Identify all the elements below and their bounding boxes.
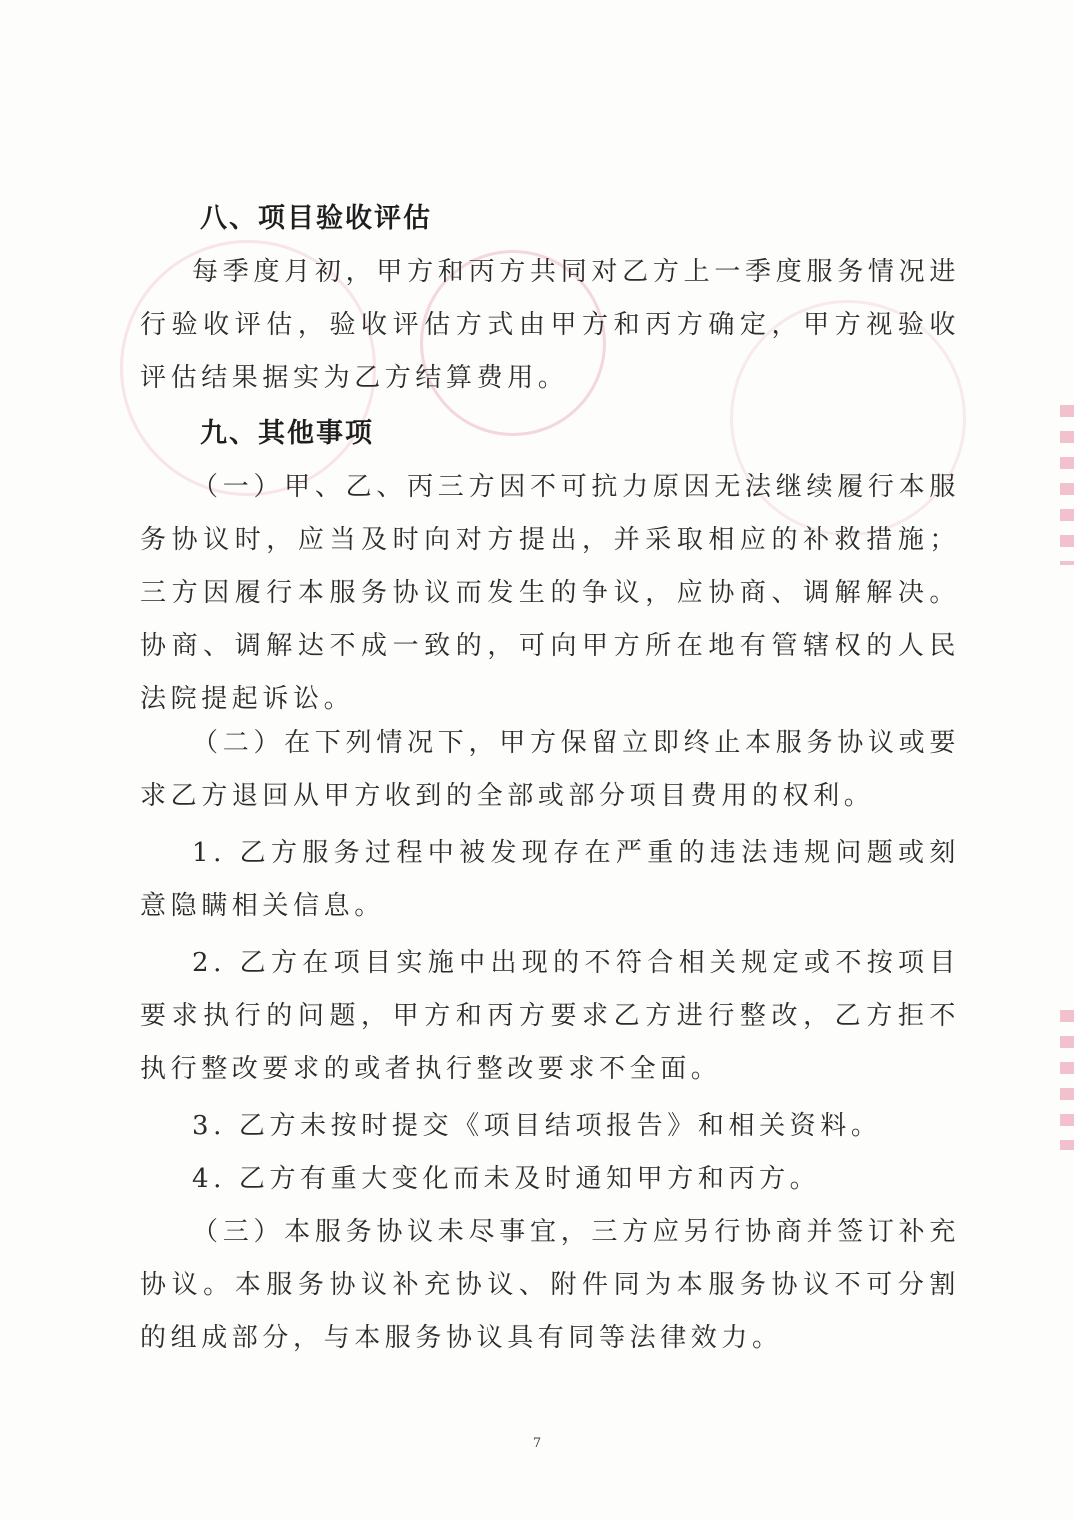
paragraph-force-majeure: （一）甲、乙、丙三方因不可抗力原因无法继续履行本服务协议时，应当及时向对方提出，并采取相应的补救措施；三方因履行本服务协议而发生的争议，应协商、调解解决。协商、调解达不成一致的，可向甲方所在地有管辖权的人民法院提起诉讼。 (140, 472, 960, 714)
paragraph-termination-rights: （二）在下列情况下，甲方保留立即终止本服务协议或要求乙方退回从甲方收到的全部或部分项目费用的权利。 (140, 728, 960, 811)
section-heading-acceptance: 八、项目验收评估 (200, 203, 432, 234)
paragraph-item-2: 2. 乙方在项目实施中出现的不符合相关规定或不按项目要求执行的问题，甲方和丙方要求乙方进行整改，乙方拒不执行整改要求的或者执行整改要求不全面。 (140, 948, 960, 1084)
page-edge-stamp-top (1060, 405, 1074, 565)
paragraph-supplementary: （三）本服务协议未尽事宜，三方应另行协商并签订补充协议。本服务协议补充协议、附件同为本服务协议不可分割的组成部分，与本服务协议具有同等法律效力。 (140, 1217, 960, 1353)
paragraph-item-3: 3. 乙方未按时提交《项目结项报告》和相关资料。 (192, 1111, 882, 1141)
paragraph-item-4: 4. 乙方有重大变化而未及时通知甲方和丙方。 (192, 1164, 821, 1194)
page-number: 7 (532, 1436, 542, 1451)
section-heading-other-matters: 九、其他事项 (200, 418, 374, 449)
page-edge-stamp-bottom (1060, 1010, 1074, 1150)
paragraph-item-1: 1. 乙方服务过程中被发现存在严重的违法违规问题或刻意隐瞒相关信息。 (140, 838, 960, 921)
paragraph-acceptance: 每季度月初，甲方和丙方共同对乙方上一季度服务情况进行验收评估，验收评估方式由甲方和丙方确定，甲方视验收评估结果据实为乙方结算费用。 (140, 257, 960, 393)
